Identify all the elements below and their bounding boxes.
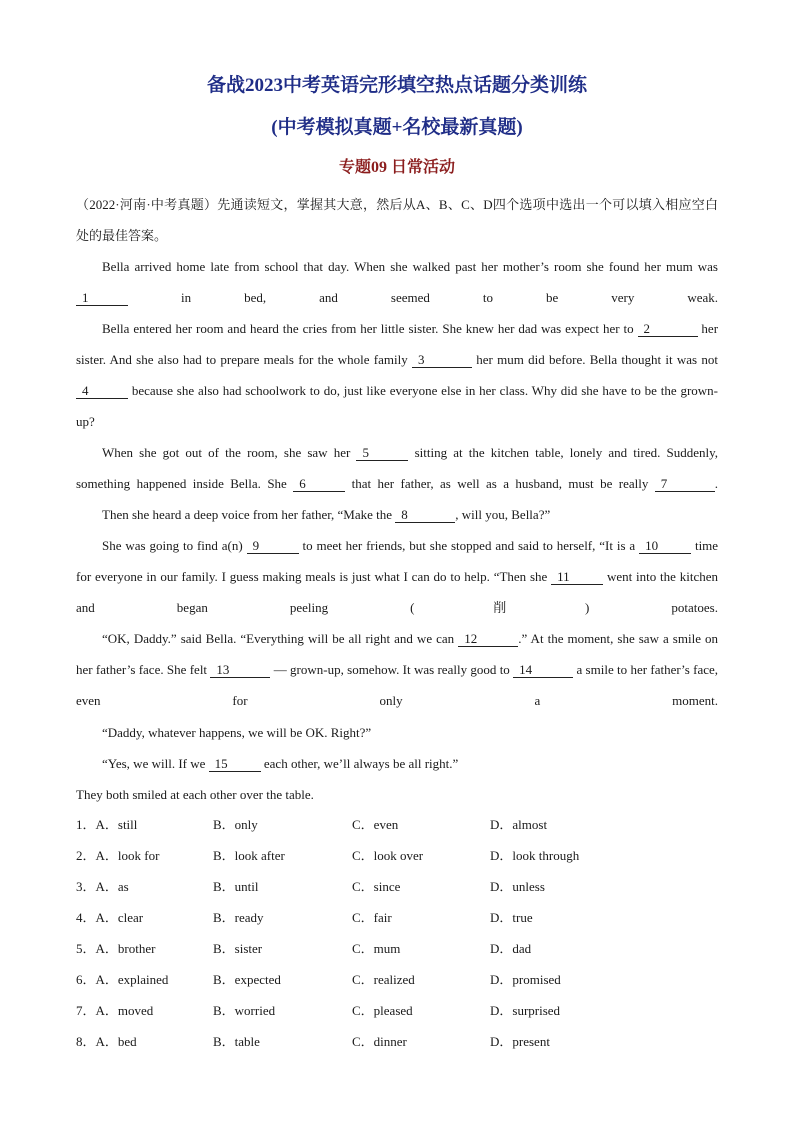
question-row <box>76 1031 718 1062</box>
passage-paragraph-2: Bella entered her room and heard the cries from her little sister. She knew her dad was expect her to 2 her sister. And she also had to prepare meals for the whole family 3 her mum did before. Bella thought it was not 4 because she also had schoolwork to do, just like everyone else in her class. Why did she have to be the grown-up? <box>76 321 719 429</box>
option-a: 6．A．explained <box>76 972 169 987</box>
blank-14: 14 <box>513 662 573 678</box>
blank-9: 9 <box>247 538 299 554</box>
option-b: B．until <box>213 879 259 894</box>
question-row <box>76 845 718 876</box>
blank-1: 1 <box>76 290 128 306</box>
option-b: B．expected <box>213 972 281 987</box>
page-title: 备战2023中考英语完形填空热点话题分类训练 <box>206 75 587 96</box>
blank-4: 4 <box>76 383 128 399</box>
question-row <box>76 938 718 969</box>
option-b: B．look after <box>213 848 285 863</box>
blank-6: 6 <box>293 476 345 492</box>
option-c: C．mum <box>352 941 401 956</box>
option-b: B．sister <box>213 941 263 956</box>
option-c: C．fair <box>352 910 392 925</box>
option-c: C．since <box>352 879 401 894</box>
passage-paragraph-8: “Yes, we will. If we 15 each other, we’ll always be all right.” <box>102 756 459 771</box>
option-a: 5．A．brother <box>76 941 156 956</box>
option-d: D．almost <box>490 817 548 832</box>
question-row <box>76 814 718 845</box>
option-a: 3．A．as <box>76 879 129 894</box>
option-b: B．ready <box>213 910 264 925</box>
blank-13: 13 <box>210 662 270 678</box>
option-d: D．dad <box>490 941 532 956</box>
blank-15: 15 <box>209 756 261 772</box>
option-c: C．look over <box>352 848 424 863</box>
option-a: 1．A．still <box>76 817 138 832</box>
option-d: D．surprised <box>490 1003 561 1018</box>
option-a: 4．A．clear <box>76 910 144 925</box>
option-a: 7．A．moved <box>76 1003 154 1018</box>
option-d: D．promised <box>490 972 561 987</box>
option-c: C．pleased <box>352 1003 413 1018</box>
blank-3: 3 <box>412 352 472 368</box>
topic-heading: 专题09 日常活动 <box>338 159 455 176</box>
answer-options <box>76 814 718 1062</box>
option-a: 8．A．bed <box>76 1034 137 1049</box>
option-c: C．even <box>352 817 399 832</box>
option-a: 2．A．look for <box>76 848 160 863</box>
page-subtitle: (中考模拟真题+名校最新真题) <box>271 117 523 138</box>
blank-8: 8 <box>395 507 455 523</box>
passage-paragraph-9: They both smiled at each other over the table. <box>76 787 314 802</box>
passage-paragraph-6: “OK, Daddy.” said Bella. “Everything will be all right and we can 12 .” At the moment, she saw a smile on her father’s face. She felt 13 — grown-up, somehow. It was really good to 14 a smile to her father’s face, even for only a moment. <box>76 631 719 708</box>
blank-2: 2 <box>638 321 698 337</box>
passage-paragraph-5: She was going to find a(n) 9 to meet her friends, but she stopped and said to herself, “It is a 10 time for everyone in our family. I guess making meals is just what I can do to help. “Then she 11 went into the kitchen and began peeling (削) potatoes. <box>76 538 719 615</box>
option-d: D．unless <box>490 879 545 894</box>
blank-10: 10 <box>639 538 691 554</box>
passage-paragraph-3: When she got out of the room, she saw her 5 sitting at the kitchen table, lonely and tired. Suddenly, something happened inside Bella. She 6 that her father, as well as a husband, must be really 7 . <box>76 445 719 491</box>
option-c: C．realized <box>352 972 415 987</box>
blank-12: 12 <box>458 631 518 647</box>
option-b: B．only <box>213 817 258 832</box>
blank-5: 5 <box>356 445 408 461</box>
passage-paragraph-4: Then she heard a deep voice from her father, “Make the 8 , will you, Bella?” <box>102 507 551 522</box>
question-row <box>76 969 718 1000</box>
question-row <box>76 1000 718 1031</box>
blank-7: 7 <box>655 476 715 492</box>
question-row <box>76 907 718 938</box>
option-b: B．table <box>213 1034 260 1049</box>
option-d: D．look through <box>490 848 580 863</box>
option-b: B．worried <box>213 1003 276 1018</box>
instructions: （2022·河南·中考真题）先通读短文，掌握其大意，然后从A、B、C、D四个选项中选出一个可以填入相应空白处的最佳答案。 <box>76 197 718 243</box>
option-d: D．present <box>490 1034 550 1049</box>
option-c: C．dinner <box>352 1034 407 1049</box>
question-row <box>76 876 718 907</box>
blank-11: 11 <box>551 569 603 585</box>
option-d: D．true <box>490 910 533 925</box>
passage-paragraph-7: “Daddy, whatever happens, we will be OK. Right?” <box>102 725 372 740</box>
passage-paragraph-1: Bella arrived home late from school that day. When she walked past her mother’s room she found her mum was 1 in bed, and seemed to be very weak. <box>76 251 718 313</box>
